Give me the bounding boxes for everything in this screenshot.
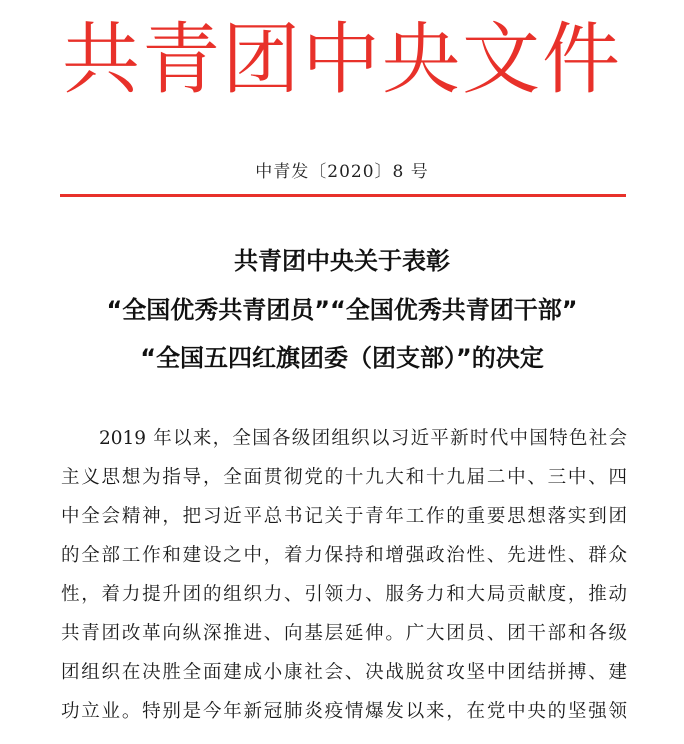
- body-line: 功立业。特别是今年新冠肺炎疫情爆发以来，在党中央的坚强领: [61, 701, 627, 722]
- body-line: 性，着力提升团的组织力、引领力、服务力和大局贡献度，推动: [61, 584, 627, 605]
- body-line: 团组织在决胜全面建成小康社会、决战脱贫攻坚中团结拼搏、建: [61, 662, 627, 683]
- title-line-1: 共青团中央关于表彰: [234, 247, 450, 275]
- body-line: 共青团改革向纵深推进、向基层延伸。广大团员、团干部和各级: [61, 623, 627, 644]
- document-number: 中青发〔2020〕8 号: [255, 162, 429, 182]
- body-line: 2019 年以来，全国各级团组织以习近平新时代中国特色社会: [99, 428, 627, 449]
- body-line: 主义思想为指导，全面贯彻党的十九大和十九届二中、三中、四: [61, 467, 627, 488]
- body-line: 中全会精神，把习近平总书记关于青年工作的重要思想落实到团: [61, 506, 627, 527]
- title-line-2: “全国优秀共青团员”“全国优秀共青团干部”: [106, 296, 578, 324]
- red-separator-line: [60, 194, 626, 197]
- document-masthead: 共青团中央文件: [61, 15, 622, 105]
- body-text: [61, 424, 627, 736]
- title-line-3: “全国五四红旗团委（团支部）”的决定: [140, 344, 544, 372]
- body-line: 的全部工作和建设之中，着力保持和增强政治性、先进性、群众: [61, 545, 627, 566]
